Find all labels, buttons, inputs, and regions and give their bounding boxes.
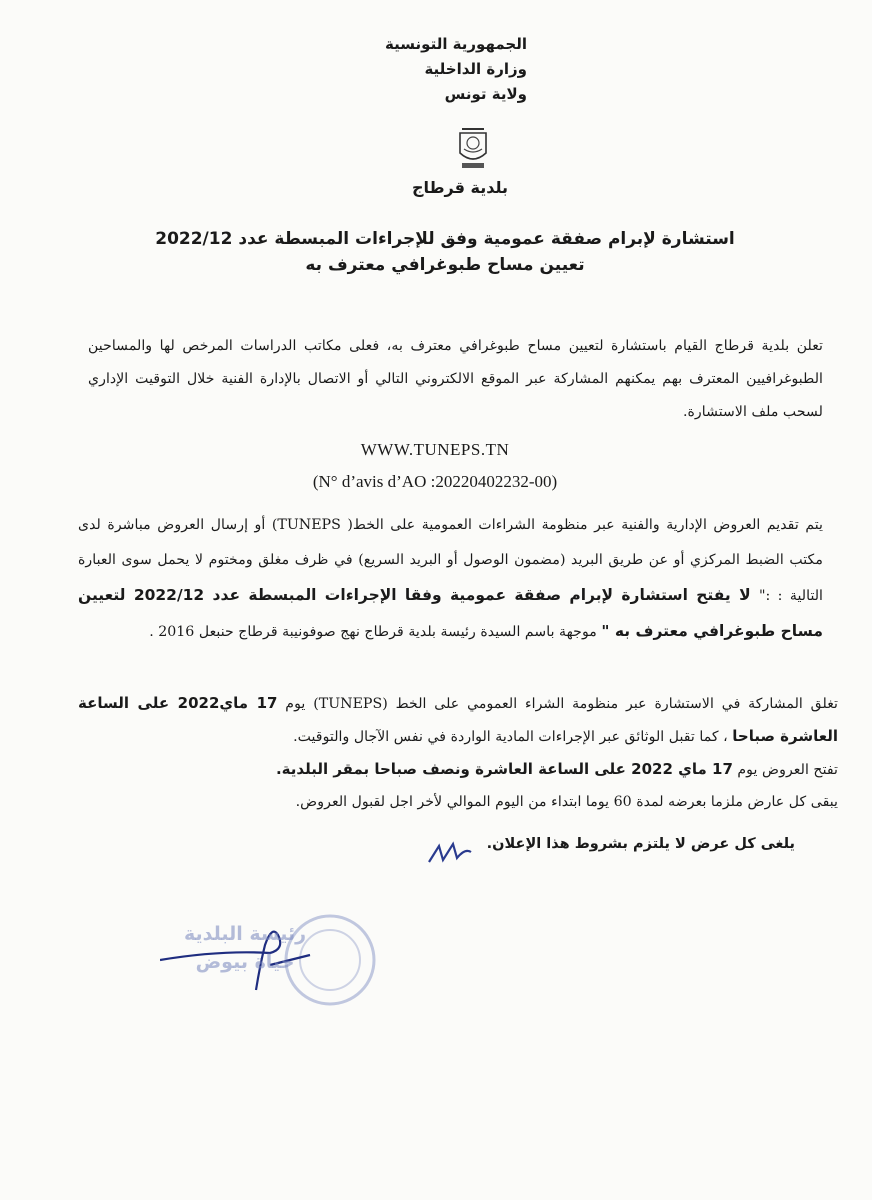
ministry-name: وزارة الداخلية bbox=[424, 60, 527, 78]
title-line-2: تعيين مساح طبوغرافي معترف به bbox=[305, 255, 585, 275]
intro-paragraph: تعلن بلدية قرطاج القيام باستشارة لتعيين مساح طبوغرافي معترف به، فعلى مكاتب الدراسات المرخص لها والمساحين الطبوغرافيين المعترف بهم يمكنهم المشاركة عبر الموقع الالكتروني التالي أو الاتصال بالإدارة الفنية خلال التوقيت الإداري لسحب ملف الاستشارة. bbox=[88, 338, 823, 420]
notice-number: (N° d’avis d’AO :20220402232-00) bbox=[312, 472, 558, 491]
opening-date-line bbox=[78, 753, 838, 786]
letterhead bbox=[327, 32, 527, 107]
submission-paragraph bbox=[78, 508, 823, 650]
stamp-name: حياة بيوض bbox=[195, 951, 295, 973]
initials-icon bbox=[425, 838, 475, 868]
title-line-1: استشارة لإبرام صفقة عمومية وفق للإجراءات المبسطة عدد 2022/12 bbox=[155, 229, 735, 249]
republic-name: الجمهورية التونسية bbox=[385, 35, 527, 53]
envelope-label: لا يفتح استشارة لإبرام صفقة عمومية وفقا الإجراءات المبسطة عدد 2022/12 لتعيين مساح طبوغرافي معترف به " bbox=[78, 586, 823, 640]
closing-note: ، كما تقبل الوثائق عبر الإجراءات المادية الواردة في نفس الآجال والتوقيت. bbox=[293, 729, 733, 745]
document-title bbox=[150, 226, 740, 278]
submission-text: يتم تقديم العروض الإدارية والفنية عبر منظومة الشراءات العمومية على الخط( TUNEPS) أو إرسال العروض مباشرة لدى مكتب الضبط المركزي أو عن طريق البريد (مضمون الوصول أو البريد السريع) في ظرف مغلق ومختوم لا يحمل سوى العبارة التالية : :" bbox=[78, 517, 823, 604]
deadlines-paragraph bbox=[78, 687, 838, 818]
website-link[interactable]: WWW.TUNEPS.TN bbox=[360, 440, 510, 459]
municipality-emblem-icon bbox=[454, 125, 492, 171]
closing-text: تغلق المشاركة في الاستشارة عبر منظومة الشراء العمومي على الخط (TUNEPS) يوم bbox=[277, 696, 838, 712]
municipality-name: بلدية قرطاج bbox=[411, 178, 509, 197]
submission-address: موجهة باسم السيدة رئيسة بلدية قرطاج نهج صوفونيبة قرطاج حنبعل 2016 . bbox=[149, 624, 602, 640]
closing-deadline bbox=[78, 687, 838, 753]
cancellation-clause: يلغى كل عرض لا يلتزم بشروط هذا الإعلان. bbox=[486, 836, 795, 852]
stamp-label bbox=[180, 920, 310, 976]
closing-date: 17 ماي2022 على الساعة العاشرة صباحا bbox=[78, 694, 838, 745]
stamp-title: رئيسة البلدية bbox=[183, 923, 307, 945]
opening-text: تفتح العروض يوم bbox=[732, 762, 838, 778]
governorate-name: ولاية تونس bbox=[444, 85, 527, 103]
validity-line: يبقى كل عارض ملزما بعرضه لمدة 60 يوما ابتداء من اليوم الموالي لأخر اجل لقبول العروض. bbox=[295, 794, 838, 810]
opening-date: 17 ماي 2022 على الساعة العاشرة ونصف صباحا بمقر البلدية. bbox=[275, 760, 733, 778]
